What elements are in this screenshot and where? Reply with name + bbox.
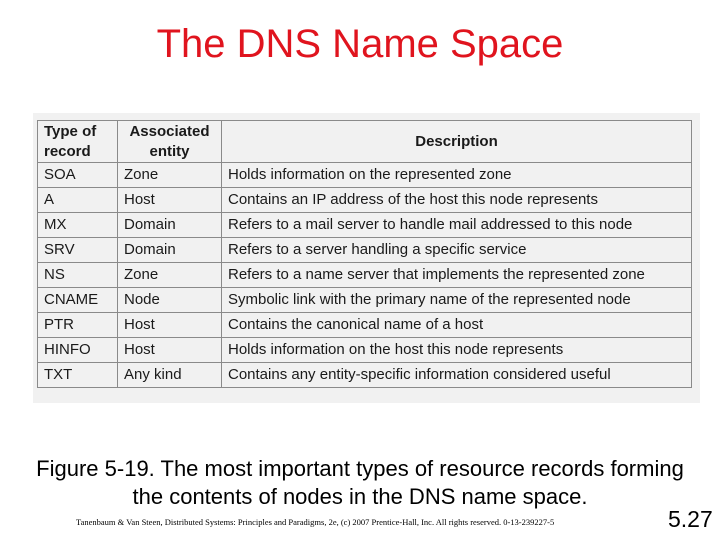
table-row <box>38 188 692 213</box>
header-description: Description <box>222 121 692 163</box>
record-type-cell: TXT <box>38 363 118 388</box>
resource-records-table <box>37 120 692 388</box>
description-cell: Refers to a name server that implements the represented zone <box>222 263 692 288</box>
description-cell: Symbolic link with the primary name of the represented node <box>222 288 692 313</box>
record-type-cell: NS <box>38 263 118 288</box>
table-row <box>38 338 692 363</box>
header-associated-entity <box>118 121 222 163</box>
copyright-footer: Tanenbaum & Van Steen, Distributed Systems: Principles and Paradigms, 2e, (c) 2007 Prentice-Hall, Inc. All rights reserved. 0-13-239227-5 <box>76 517 555 527</box>
table-panel <box>33 113 700 403</box>
record-type-cell: SOA <box>38 163 118 188</box>
table-row <box>38 213 692 238</box>
table-body <box>38 163 692 388</box>
header-type-line1: Type of <box>44 122 97 140</box>
description-cell: Holds information on the represented zone <box>222 163 692 188</box>
header-entity-line1: Associated <box>129 122 210 140</box>
associated-entity-cell: Domain <box>118 213 222 238</box>
associated-entity-cell: Any kind <box>118 363 222 388</box>
associated-entity-cell: Host <box>118 188 222 213</box>
description-cell: Contains an IP address of the host this node represents <box>222 188 692 213</box>
header-type-of-record <box>38 121 118 163</box>
table-row <box>38 288 692 313</box>
description-cell: Holds information on the host this node represents <box>222 338 692 363</box>
table-row <box>38 238 692 263</box>
associated-entity-cell: Domain <box>118 238 222 263</box>
table-row <box>38 363 692 388</box>
header-type-line2: record <box>44 142 91 160</box>
figure-caption <box>0 455 720 511</box>
description-cell: Contains the canonical name of a host <box>222 313 692 338</box>
page-number: 5.27 <box>668 506 713 532</box>
table-header-row <box>38 121 692 163</box>
associated-entity-cell: Host <box>118 313 222 338</box>
caption-line-1: Figure 5-19. The most important types of resource records forming <box>36 456 684 481</box>
description-cell: Contains any entity-specific information considered useful <box>222 363 692 388</box>
record-type-cell: HINFO <box>38 338 118 363</box>
associated-entity-cell: Node <box>118 288 222 313</box>
associated-entity-cell: Zone <box>118 163 222 188</box>
table-row <box>38 263 692 288</box>
description-cell: Refers to a server handling a specific service <box>222 238 692 263</box>
header-entity-line2: entity <box>149 142 190 160</box>
record-type-cell: CNAME <box>38 288 118 313</box>
associated-entity-cell: Host <box>118 338 222 363</box>
associated-entity-cell: Zone <box>118 263 222 288</box>
table-row <box>38 163 692 188</box>
slide-title: The DNS Name Space <box>156 22 564 66</box>
record-type-cell: SRV <box>38 238 118 263</box>
record-type-cell: PTR <box>38 313 118 338</box>
record-type-cell: MX <box>38 213 118 238</box>
description-cell: Refers to a mail server to handle mail addressed to this node <box>222 213 692 238</box>
record-type-cell: A <box>38 188 118 213</box>
caption-line-2: the contents of nodes in the DNS name space. <box>132 484 588 509</box>
table-row <box>38 313 692 338</box>
